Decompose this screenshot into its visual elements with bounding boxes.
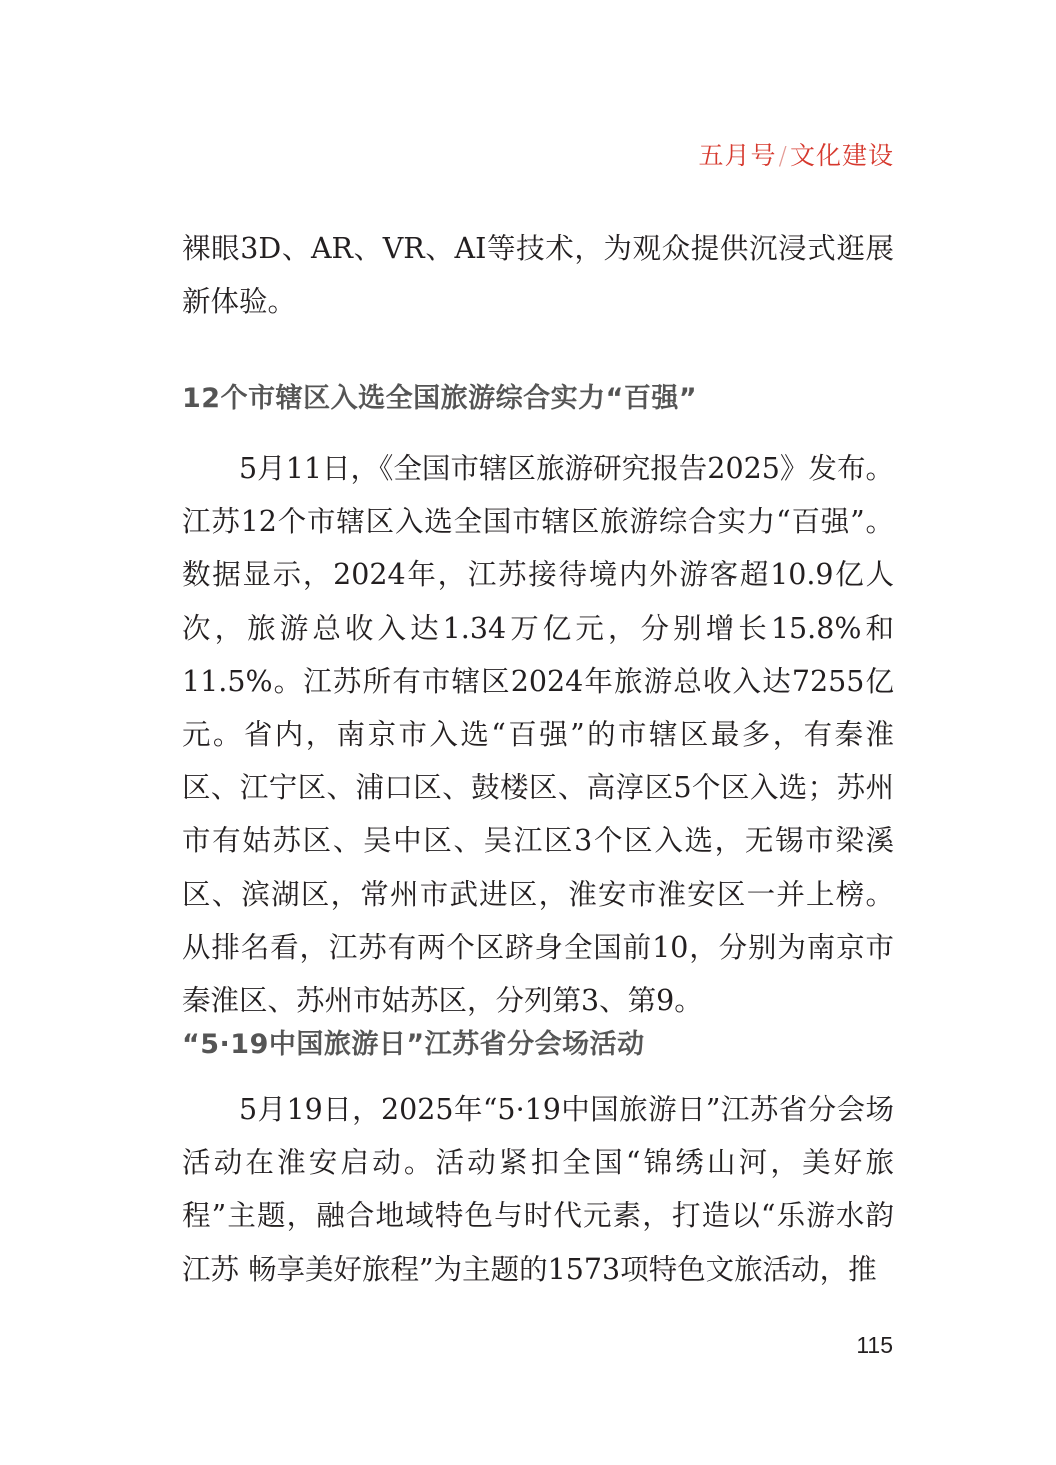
section-1-body bbox=[182, 442, 894, 1027]
section-2-heading: “5·19中国旅游日”江苏省分会场活动 bbox=[182, 1029, 645, 1060]
section-2-heading-block bbox=[182, 1022, 894, 1061]
section-2-body bbox=[182, 1083, 894, 1296]
header-separator: / bbox=[778, 141, 788, 170]
section-1-heading: 12个市辖区入选全国旅游综合实力“百强” bbox=[182, 383, 698, 414]
section-2-paragraph: 5月19日，2025年“5·19中国旅游日”江苏省分会场活动在淮安启动。活动紧扣全国“锦绣山河，美好旅程”主题，融合地域特色与时代元素，打造以“乐游水韵江苏 畅享美好旅程”为主题的1573项特色文旅活动，推 bbox=[182, 1093, 894, 1286]
section-1-heading-block bbox=[182, 376, 894, 415]
issue-label: 五月号 bbox=[698, 141, 777, 170]
column-label: 文化建设 bbox=[789, 141, 894, 170]
intro-block bbox=[182, 222, 894, 328]
page-number: 115 bbox=[856, 1332, 893, 1358]
section-1-paragraph: 5月11日，《全国市辖区旅游研究报告2025》发布。江苏12个市辖区入选全国市辖区旅游综合实力“百强”。数据显示，2024年，江苏接待境内外游客超10.9亿人次，旅游总收入达1.34万亿元，分别增长15.8%和11.5%。江苏所有市辖区2024年旅游总收入达7255亿元。省内，南京市入选“百强”的市辖区最多，有秦淮区、江宁区、浦口区、鼓楼区、高淳区5个区入选；苏州市有姑苏区、吴中区、吴江区3个区入选，无锡市梁溪区、滨湖区，常州市武进区，淮安市淮安区一并上榜。从排名看，江苏有两个区跻身全国前10，分别为南京市秦淮区、苏州市姑苏区，分列第3、第9。 bbox=[182, 452, 894, 1018]
running-header bbox=[699, 136, 894, 172]
intro-paragraph: 裸眼3D、AR、VR、AI等技术，为观众提供沉浸式逛展新体验。 bbox=[182, 232, 894, 319]
